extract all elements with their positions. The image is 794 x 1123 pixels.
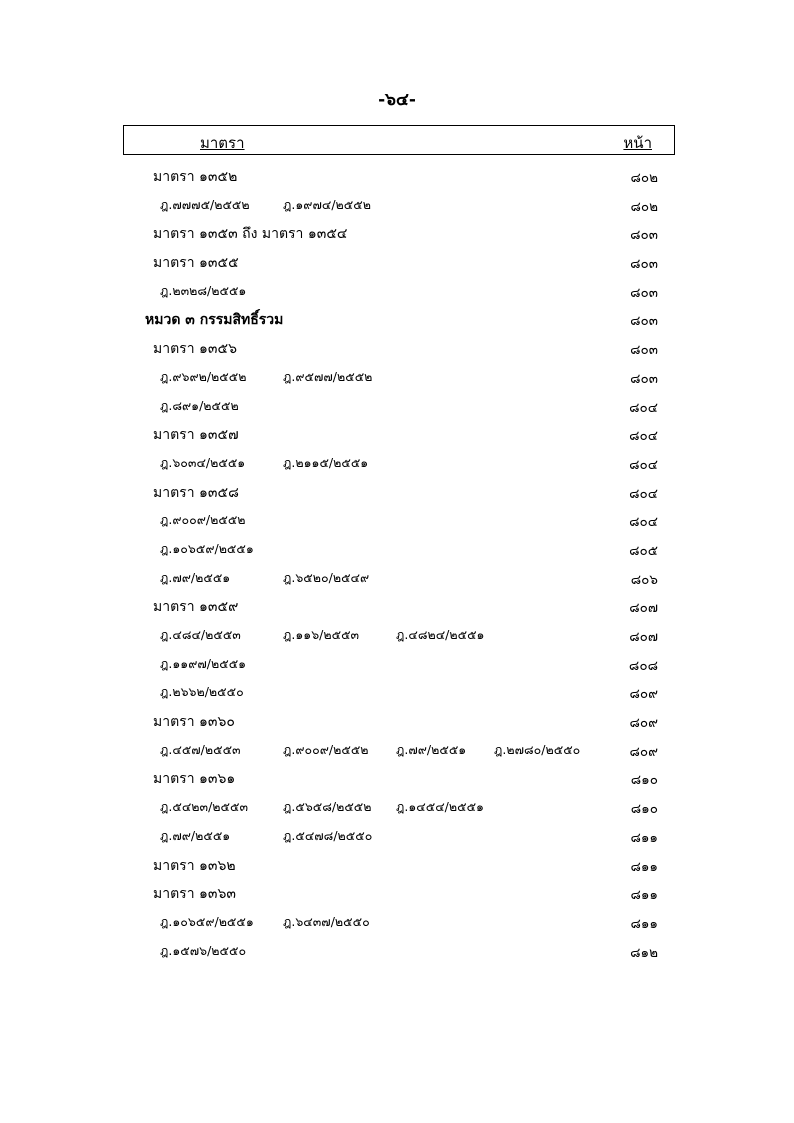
case-reference: ฎ.๗๙/๒๕๕๑ [160,827,231,843]
case-reference: ฎ.๕๖๕๘/๒๕๕๒ [283,799,372,815]
article-row [0,849,794,878]
page-ref: ๘๐๙ [629,686,658,703]
case-row [0,189,794,218]
case-reference: ฎ.๑๔๕๔/๒๕๕๑ [396,799,484,815]
page-ref: ๘๐๒ [630,170,658,186]
case-reference: ฎ.๔๘๔/๒๕๕๓ [160,627,241,642]
article-label: มาตรา ๑๓๖๒ [153,857,236,874]
article-label: มาตรา ๑๓๕๓ ถึง มาตรา ๑๓๕๔ [153,226,348,243]
article-label: มาตรา ๑๓๕๘ [153,484,239,501]
case-reference: ฎ.๖๐๓๔/๒๕๕๑ [160,454,246,470]
case-row [0,648,794,677]
article-label: มาตรา ๑๓๕๗ [153,427,239,444]
article-row [0,476,794,505]
page-ref: ๘๑๑ [630,858,658,875]
case-row [0,504,794,533]
page-ref: ๘๐๓ [630,313,658,330]
case-reference: ฎ.๙๕๗๗/๒๕๕๒ [283,368,373,384]
case-row [0,361,794,390]
case-reference: ฎ.๑๑๖/๒๕๕๓ [283,627,360,642]
page-ref: ๘๐๔ [629,485,658,502]
case-reference: ฎ.๗๙/๒๕๕๑ [160,569,231,585]
case-row [0,935,794,964]
page-ref: ๘๐๕ [629,542,658,559]
case-row [0,533,794,562]
article-label: มาตรา ๑๓๖๑ [153,771,236,788]
case-reference: ฎ.๙๐๐๙/๒๕๕๒ [283,741,369,757]
page-number: -๖๔- [378,90,416,110]
case-row [0,619,794,648]
article-label: มาตรา ๑๓๕๙ [153,599,239,616]
section-row [0,303,794,332]
case-row [0,906,794,935]
article-row [0,705,794,734]
case-reference: ฎ.๘๙๑/๒๕๕๒ [160,397,239,413]
section-title: หมวด ๓ กรรมสิทธิ์รวม [145,312,284,329]
case-reference: ฎ.๑๕๗๖/๒๕๕๐ [160,942,247,958]
page-ref: ๘๑๑ [630,829,658,846]
article-row [0,246,794,275]
article-row [0,762,794,791]
article-label: มาตรา ๑๓๕๒ [153,169,238,185]
case-reference: ฎ.๒๓๒๘/๒๕๕๑ [160,282,247,298]
header-page-label: หน้า [623,134,652,152]
article-row [0,877,794,906]
article-row [0,160,794,189]
case-reference: ฎ.๒๗๘๐/๒๕๕๐ [494,741,581,757]
page-ref: ๘๐๙ [629,715,658,732]
table-header [123,125,675,155]
case-row [0,820,794,849]
page-ref: ๘๑๐ [630,801,658,818]
case-reference: ฎ.๔๕๗/๒๕๕๓ [160,741,241,757]
case-reference: ฎ.๙๖๙๒/๒๕๕๒ [160,368,247,384]
page-ref: ๘๐๘ [628,657,658,674]
case-reference: ฎ.๒๖๖๒/๒๕๕๐ [160,684,244,700]
case-reference: ฎ.๗๙/๒๕๕๑ [396,741,467,757]
case-reference: ฎ.๒๑๑๕/๒๕๕๑ [283,454,369,470]
page-ref: ๘๐๒ [630,198,658,215]
article-label: มาตรา ๑๓๖๐ [153,714,235,731]
index-list [0,160,794,963]
case-reference: ฎ.๕๔๗๘/๒๕๕๐ [283,827,373,843]
case-row [0,676,794,705]
case-reference: ฎ.๗๗๗๕/๒๕๕๒ [160,196,250,212]
case-reference: ฎ.๖๔๓๗/๒๕๕๐ [283,913,370,929]
case-row [0,390,794,419]
article-row [0,418,794,447]
page-ref: ๘๐๗ [629,600,658,617]
case-reference: ฎ.๖๕๒๐/๒๕๔๙ [283,569,370,585]
page-ref: ๘๑๑ [630,915,658,932]
page-ref: ๘๑๑ [630,887,658,904]
page-ref: ๘๐๔ [629,399,658,416]
article-label: มาตรา ๑๓๕๖ [153,341,237,358]
header-article-label: มาตรา [200,134,245,152]
page-ref: ๘๐๓ [630,227,658,244]
article-row [0,217,794,246]
case-reference: ฎ.๑๑๙๗/๒๕๕๑ [160,655,247,671]
case-reference: ฎ.๙๐๐๙/๒๕๕๒ [160,512,246,528]
page-ref: ๘๐๓ [630,284,658,301]
article-row [0,590,794,619]
page-ref: ๘๐๔ [629,514,658,531]
page-ref: ๘๐๖ [630,571,658,588]
page-ref: ๘๐๓ [630,342,658,359]
case-reference: ฎ.๔๘๒๔/๒๕๕๑ [396,627,485,642]
case-reference: ฎ.๑๐๖๕๙/๒๕๕๑ [160,540,254,556]
article-row [0,332,794,361]
page-ref: ๘๑๐ [630,772,658,789]
page-ref: ๘๐๔ [629,428,658,445]
case-row [0,734,794,763]
case-reference: ฎ.๑๐๖๕๙/๒๕๕๑ [160,913,254,929]
page-ref: ๘๐๔ [629,456,658,473]
article-label: มาตรา ๑๓๕๕ [153,255,239,272]
case-row [0,275,794,304]
article-label: มาตรา ๑๓๖๓ [153,886,236,903]
case-row [0,447,794,476]
page-ref: ๘๐๓ [630,370,658,387]
page-ref: ๘๐๗ [629,629,658,645]
case-reference: ฎ.๕๔๒๓/๒๕๕๓ [160,799,248,815]
case-row [0,791,794,820]
case-row [0,562,794,591]
page-ref: ๘๐๙ [629,743,658,760]
page-ref: ๘๑๒ [630,944,658,961]
case-reference: ฎ.๑๙๗๔/๒๕๕๒ [283,196,371,212]
page-ref: ๘๐๓ [630,256,658,273]
